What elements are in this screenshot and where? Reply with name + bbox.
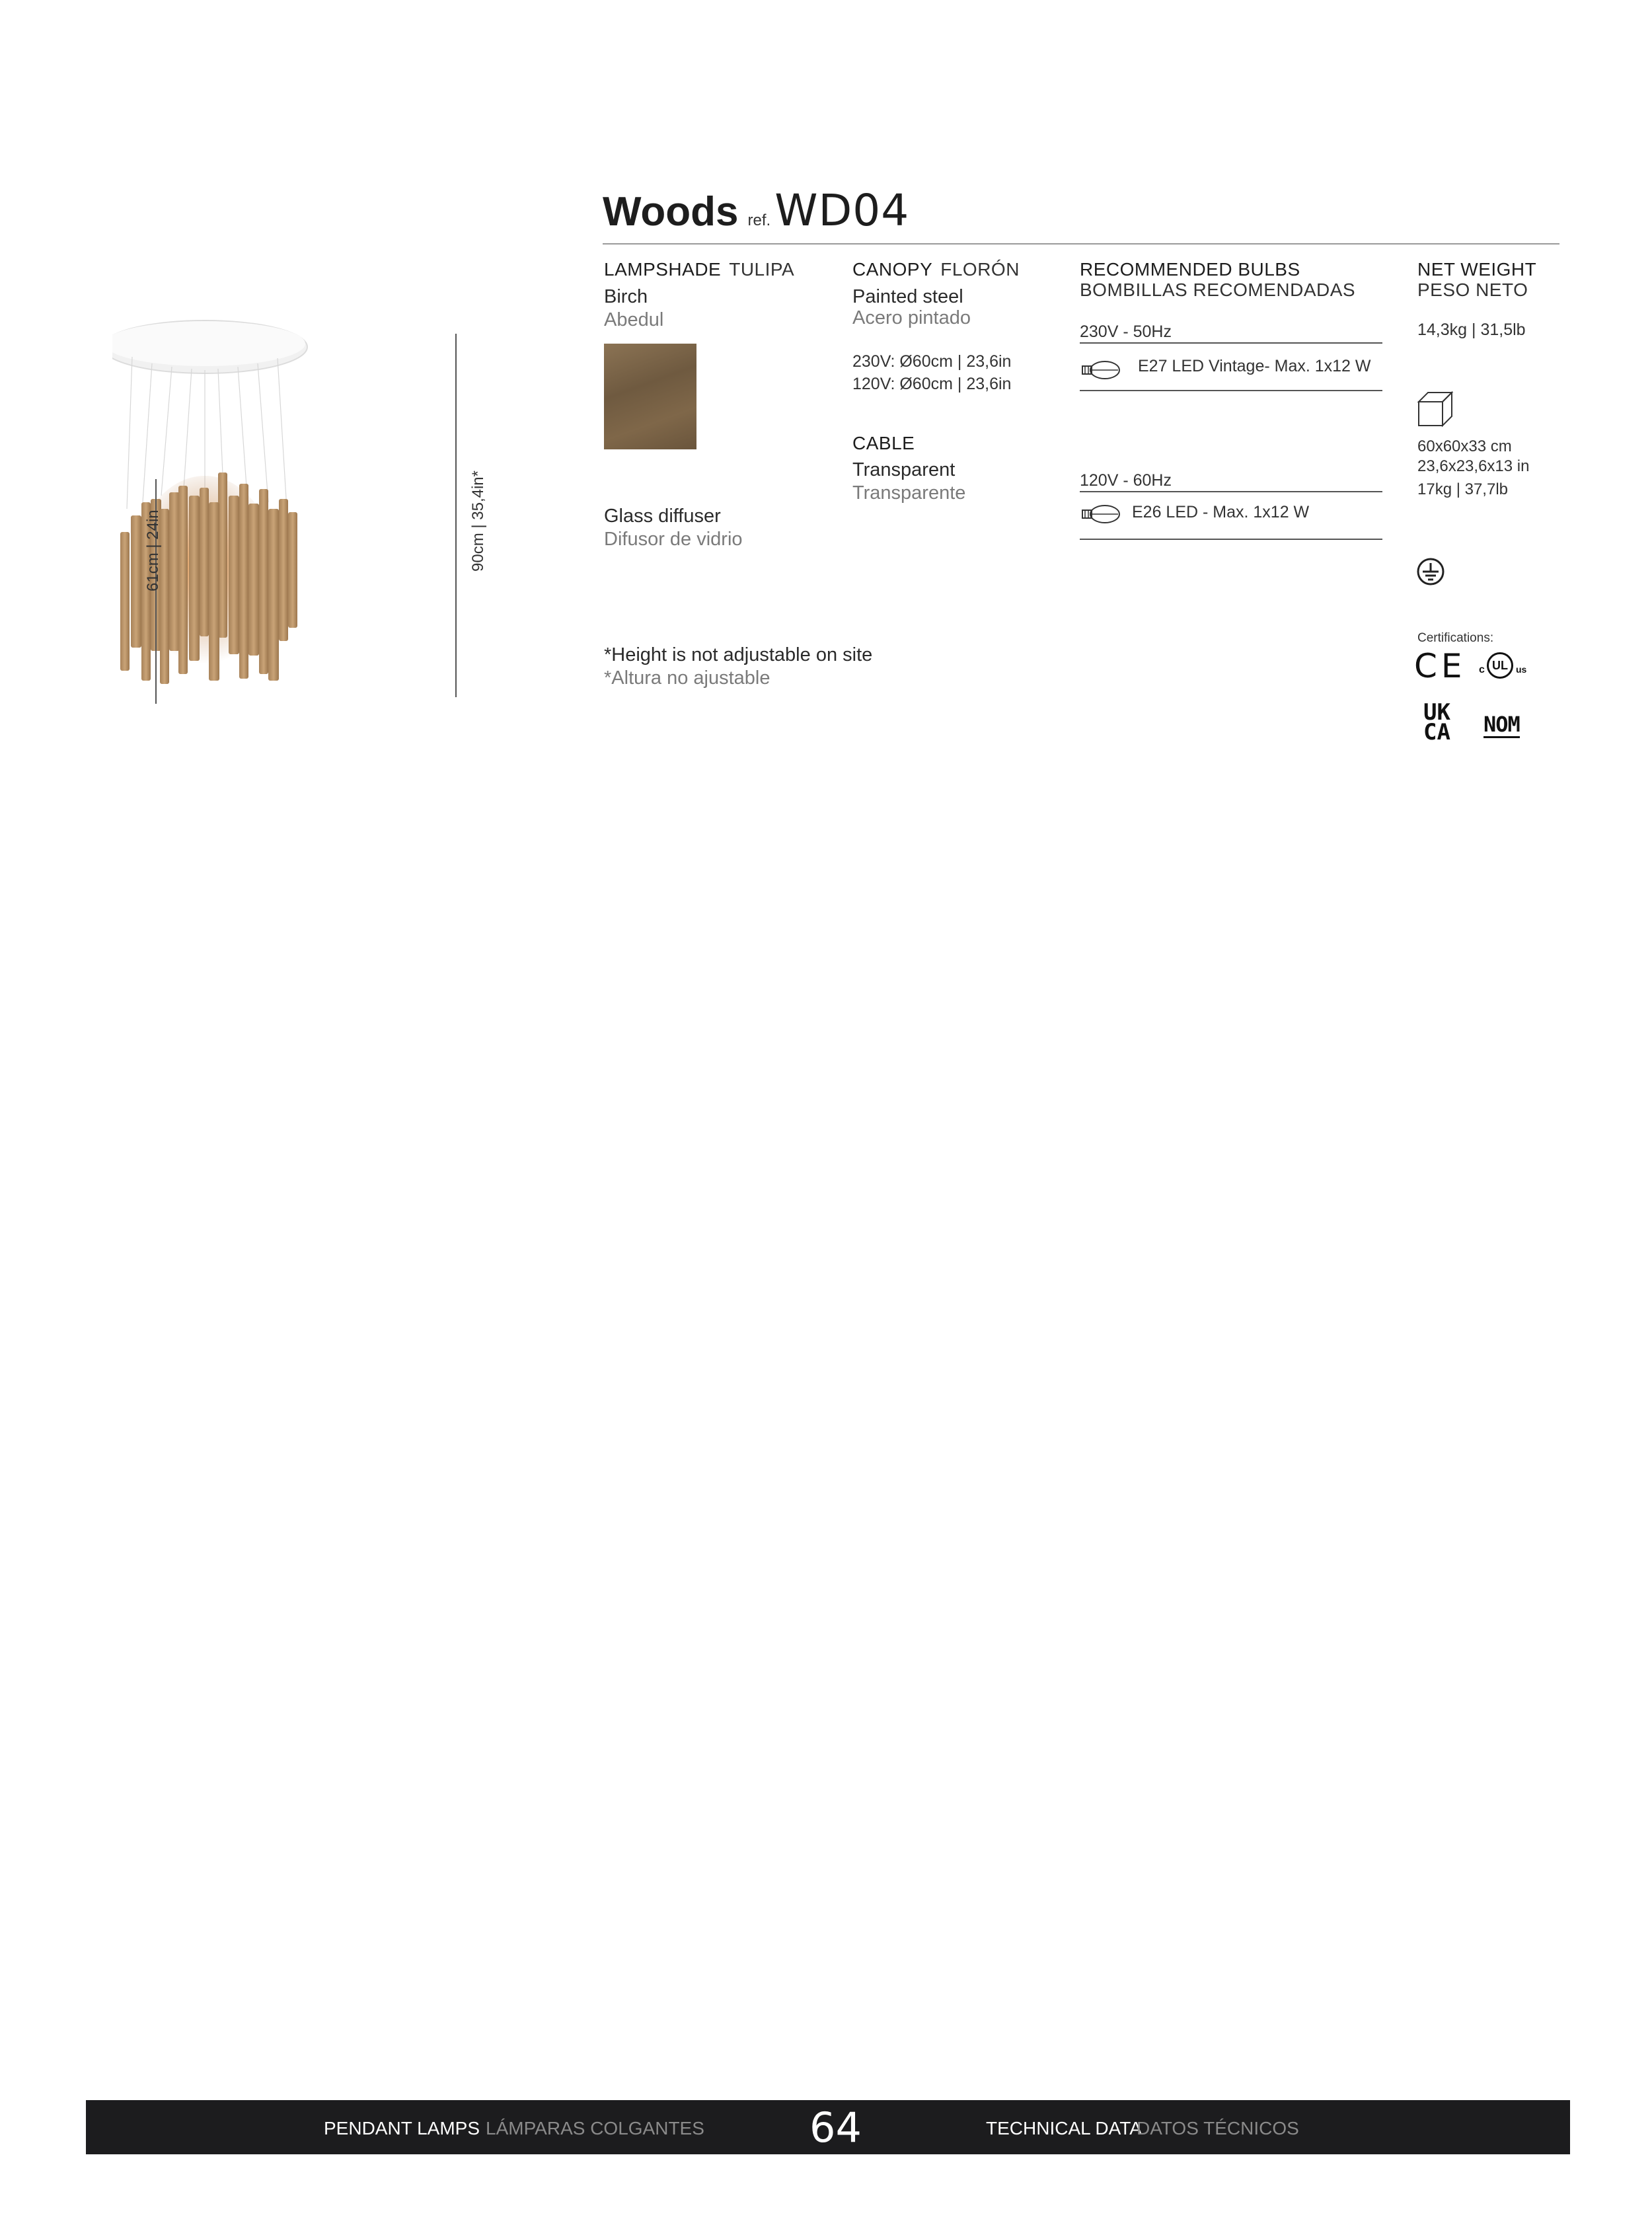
footer-data-en: TECHNICAL DATA bbox=[986, 2118, 1142, 2138]
bulbs-title-es: BOMBILLAS RECOMENDADAS bbox=[1080, 280, 1356, 300]
box-size-in: 23,6x23,6x13 in bbox=[1417, 457, 1530, 475]
product-ref-label: ref. bbox=[747, 211, 771, 229]
footer-bar bbox=[86, 2100, 1570, 2154]
ukca-line-2: CA bbox=[1423, 719, 1450, 745]
diffuser-es: Difusor de vidrio bbox=[604, 529, 743, 550]
total-height-label: 90cm | 35,4in* bbox=[469, 471, 487, 572]
weight-title-es: PESO NETO bbox=[1417, 280, 1528, 300]
box-weight: 17kg | 37,7lb bbox=[1417, 480, 1509, 498]
voltage-230: 230V - 50Hz bbox=[1080, 322, 1172, 341]
canopy-material-en: Painted steel bbox=[852, 286, 963, 307]
ul-c-label: c bbox=[1479, 664, 1485, 675]
box-size-cm: 60x60x33 cm bbox=[1417, 437, 1512, 455]
canopy-material-es: Acero pintado bbox=[852, 307, 971, 328]
ce-mark: CE bbox=[1414, 647, 1466, 685]
footer-section-en: PENDANT LAMPS bbox=[324, 2118, 480, 2138]
ul-mark bbox=[1479, 650, 1538, 683]
lampshade-title-en: LAMPSHADE bbox=[604, 259, 722, 280]
cable-material-en: Transparent bbox=[852, 459, 956, 480]
bulb-230-bottom-rule bbox=[1080, 390, 1382, 391]
canopy-title-es: FLORÓN bbox=[940, 259, 1020, 280]
weight-title-en: NET WEIGHT bbox=[1417, 259, 1537, 280]
canopy-size-120: 120V: Ø60cm | 23,6in bbox=[852, 375, 1012, 393]
voltage-120: 120V - 60Hz bbox=[1080, 471, 1172, 490]
nom-mark: NOM bbox=[1483, 712, 1520, 737]
canopy-title-en: CANOPY bbox=[852, 259, 933, 280]
lampshade-material-es: Abedul bbox=[604, 309, 664, 330]
footer-data-es: DATOS TÉCNICOS bbox=[1137, 2118, 1299, 2138]
bulb-230-top-rule bbox=[1080, 342, 1382, 344]
footer-section-es: LÁMPARAS COLGANTES bbox=[486, 2118, 704, 2138]
ground-symbol-icon bbox=[1416, 557, 1445, 586]
ul-circle bbox=[1487, 652, 1513, 679]
note-en: *Height is not adjustable on site bbox=[604, 644, 873, 665]
net-weight-value: 14,3kg | 31,5lb bbox=[1417, 321, 1526, 339]
diffuser-en: Glass diffuser bbox=[604, 506, 721, 527]
lampshade-header bbox=[604, 259, 794, 280]
lampshade-material-en: Birch bbox=[604, 286, 648, 307]
box-icon bbox=[1416, 390, 1454, 428]
birch-swatch bbox=[604, 344, 696, 449]
cable-header: CABLE bbox=[852, 433, 915, 453]
note-es: *Altura no ajustable bbox=[604, 667, 770, 689]
product-code: WD04 bbox=[774, 185, 910, 236]
ukca-mark bbox=[1423, 699, 1463, 745]
title-divider bbox=[603, 243, 1559, 245]
ul-us-label: us bbox=[1516, 664, 1527, 675]
product-name: Woods bbox=[603, 189, 739, 235]
ukca-line-1: UK bbox=[1423, 699, 1450, 726]
bulb-120-label: E26 LED - Max. 1x12 W bbox=[1132, 503, 1310, 521]
lamp-illustration bbox=[112, 311, 509, 720]
bulb-120-top-rule bbox=[1080, 491, 1382, 492]
cable-material-es: Transparente bbox=[852, 482, 966, 504]
bulb-icon bbox=[1080, 358, 1122, 382]
canopy-size-230: 230V: Ø60cm | 23,6in bbox=[852, 352, 1012, 371]
certifications-label: Certifications: bbox=[1417, 631, 1494, 645]
lamp-height-label: 61cm | 24in bbox=[144, 510, 162, 591]
lampshade-title-es: TULIPA bbox=[729, 259, 795, 280]
canopy-header bbox=[852, 259, 1020, 280]
bulbs-title-en: RECOMMENDED BULBS bbox=[1080, 259, 1300, 280]
page-number: 64 bbox=[809, 2103, 862, 2152]
bulb-120-bottom-rule bbox=[1080, 539, 1382, 540]
ul-text: UL bbox=[1492, 658, 1508, 672]
bulb-icon bbox=[1080, 502, 1122, 526]
bulb-230-label: E27 LED Vintage- Max. 1x12 W bbox=[1138, 357, 1371, 375]
product-title bbox=[603, 185, 909, 238]
